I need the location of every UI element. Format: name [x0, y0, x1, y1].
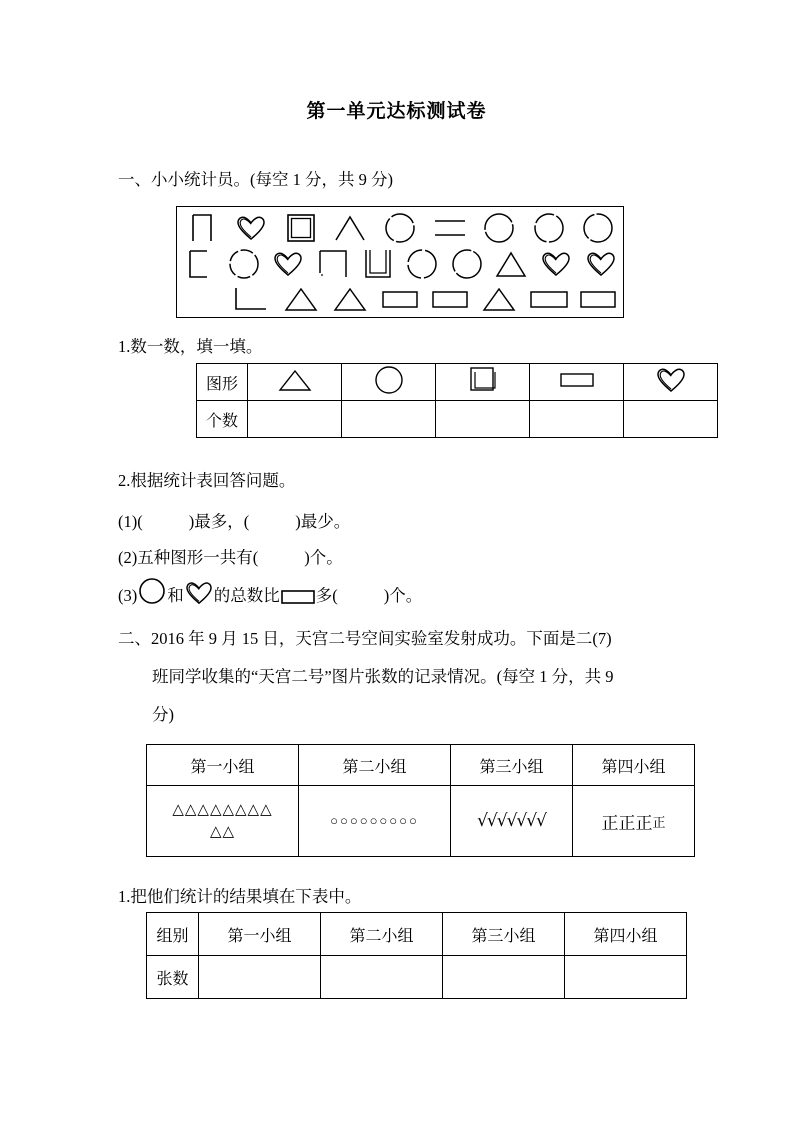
marks-group-2-line: ○○○○○○○○○	[330, 813, 419, 828]
header-cell-heart	[624, 364, 718, 401]
item-text-d: )个。	[383, 586, 423, 605]
item-text-b: 的总数比	[213, 586, 280, 605]
table-row	[147, 786, 695, 857]
item-id: (2)	[118, 548, 138, 567]
count-cell-rectangle[interactable]	[530, 401, 624, 438]
marks-group-2	[299, 786, 451, 857]
shape-count-table	[196, 363, 718, 438]
shape-rectangle-wide	[425, 210, 475, 246]
shape-heart	[578, 246, 623, 282]
section-two-heading-line-2: 班同学收集的“天宫二号”图片张数的记录情况。(每空 1 分，共 9	[152, 667, 614, 686]
shape-heart	[534, 246, 579, 282]
header-group-1: 第一小组	[147, 745, 299, 786]
item-text-b: )最多，(	[188, 512, 250, 531]
shape-triangle	[489, 246, 534, 282]
value-cell-group-1[interactable]	[199, 956, 321, 999]
item-id: (3)	[118, 586, 138, 605]
row-label-count: 个数	[197, 401, 248, 438]
shape-pool-row-3	[177, 281, 623, 317]
shape-pool-row-1	[177, 210, 623, 246]
shape-rectangle-wide	[425, 281, 475, 317]
item-text-a: 五种图形一共有(	[137, 548, 259, 567]
shape-rectangle-tall	[177, 210, 227, 246]
item-text-b: )个。	[304, 548, 343, 567]
table-row	[147, 956, 687, 999]
shape-circle	[524, 210, 574, 246]
shape-square	[311, 246, 356, 282]
shape-square	[276, 210, 326, 246]
group-count-table	[146, 912, 687, 999]
question-1-prompt: 1.数一数，填一填。	[118, 337, 263, 356]
section-two-heading	[118, 620, 698, 734]
value-cell-group-3[interactable]	[443, 956, 565, 999]
header-cell-rectangle	[530, 364, 624, 401]
row-label-shape: 图形	[197, 364, 248, 401]
marks-group-4	[573, 786, 695, 857]
header-cell-circle	[342, 364, 436, 401]
shape-circle	[445, 246, 490, 282]
marks-group-1-line-2: △△	[209, 824, 236, 840]
shape-rectangle-wide	[574, 281, 624, 317]
shape-pool-row-2	[177, 246, 623, 282]
header-group-4: 第四小组	[565, 913, 687, 956]
header-group-4: 第四小组	[573, 745, 695, 786]
row-label-count: 张数	[147, 956, 199, 999]
shape-spacer	[177, 281, 227, 317]
inline-circle-icon	[138, 577, 166, 605]
shape-rectangle-wide	[524, 281, 574, 317]
header-group-2: 第二小组	[299, 745, 451, 786]
shape-heart	[266, 246, 311, 282]
header-cell-triangle	[248, 364, 342, 401]
header-group-3: 第三小组	[443, 913, 565, 956]
marks-group-4-line	[573, 809, 694, 834]
section-two-heading-line-3: 分)	[152, 705, 174, 724]
shape-circle	[222, 246, 267, 282]
section-two-heading-line-1: 二、2016 年 9 月 15 日，天宫二号空间实验室发射成功。下面是二(7)	[118, 629, 612, 648]
value-cell-group-4[interactable]	[565, 956, 687, 999]
shape-circle	[400, 246, 445, 282]
question-2-item-1	[118, 505, 350, 539]
header-group-3: 第三小组	[451, 745, 573, 786]
table-row	[147, 913, 687, 956]
marks-group-1	[147, 786, 299, 857]
header-cell-square	[436, 364, 530, 401]
shape-triangle	[276, 281, 326, 317]
count-cell-heart[interactable]	[624, 401, 718, 438]
marks-group-1-line-1: △△△△△△△△	[172, 802, 273, 818]
tally-full: 正正正	[601, 813, 653, 833]
shape-pool-box	[176, 206, 624, 318]
shape-triangle	[326, 210, 376, 246]
page-title: 第一单元达标测试卷	[306, 100, 487, 122]
shape-triangle	[474, 281, 524, 317]
header-group-2: 第二小组	[321, 913, 443, 956]
section-one-heading: 一、小小统计员。(每空 1 分，共 9 分)	[118, 170, 393, 189]
header-group-1: 第一小组	[199, 913, 321, 956]
shape-rectangle-corner	[227, 281, 277, 317]
group-record-table	[146, 744, 695, 857]
question-2-prompt: 2.根据统计表回答问题。	[118, 471, 296, 490]
inline-heart-icon	[185, 581, 213, 605]
shape-triangle	[326, 281, 376, 317]
row-label-group: 组别	[147, 913, 199, 956]
shape-rectangle-tall	[177, 246, 222, 282]
item-text-c: )最少。	[295, 512, 351, 531]
table-row	[147, 745, 695, 786]
section-two-question-1-prompt: 1.把他们统计的结果填在下表中。	[118, 887, 362, 906]
shape-square-double	[355, 246, 400, 282]
count-cell-circle[interactable]	[342, 401, 436, 438]
item-text-a: (	[137, 512, 143, 531]
shape-circle	[574, 210, 624, 246]
tally-partial: 正	[652, 814, 666, 830]
shape-circle	[474, 210, 524, 246]
item-text-c: 多(	[315, 586, 338, 605]
marks-group-3	[451, 786, 573, 857]
question-2-item-3	[118, 577, 422, 613]
shape-rectangle-wide	[375, 281, 425, 317]
count-cell-square[interactable]	[436, 401, 530, 438]
item-id: (1)	[118, 512, 138, 531]
question-2-item-2	[118, 541, 343, 575]
item-text-a: 和	[167, 586, 184, 605]
value-cell-group-2[interactable]	[321, 956, 443, 999]
table-row	[197, 401, 718, 438]
table-row	[197, 364, 718, 401]
count-cell-triangle[interactable]	[248, 401, 342, 438]
shape-circle	[375, 210, 425, 246]
shape-heart	[227, 210, 277, 246]
inline-rectangle-icon	[281, 589, 315, 605]
marks-group-3-line: √√√√√√√	[477, 811, 546, 831]
